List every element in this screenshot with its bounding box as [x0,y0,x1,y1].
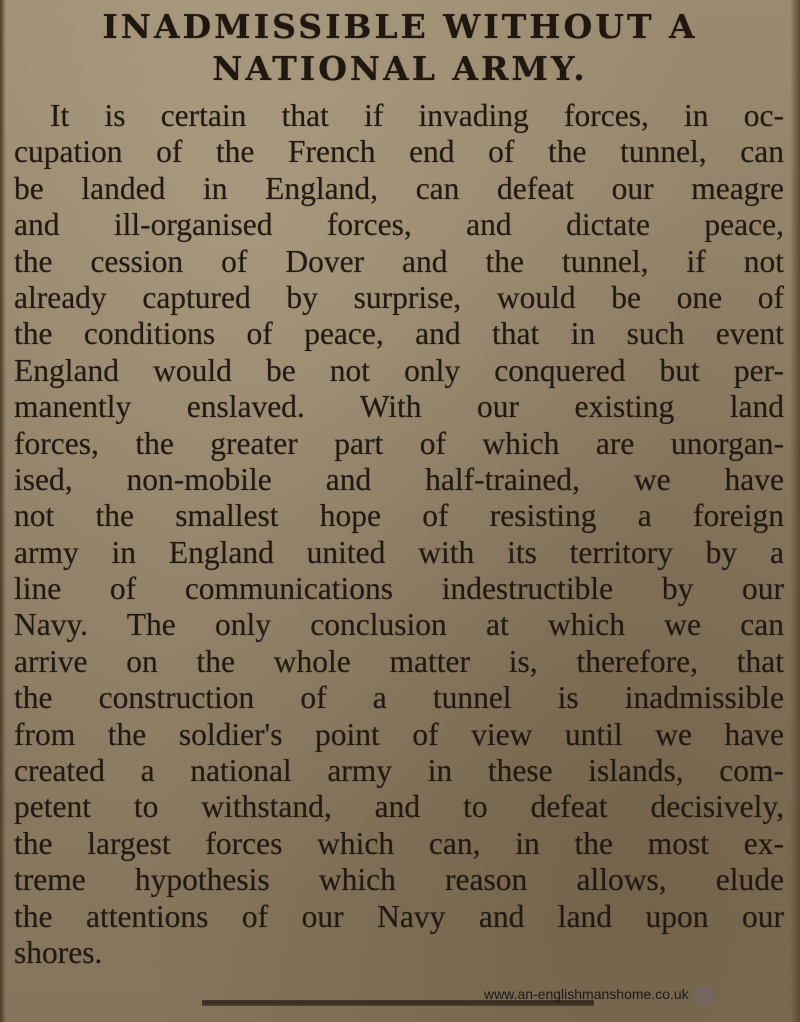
text-line: from the soldier's point of view until we have [14,716,784,752]
right-edge-shadow [790,0,800,1022]
text-line: not the smallest hope of resisting a foreign [14,498,784,534]
text-line: forces, the greater part of which are unorgan- [14,425,784,461]
text-line: manently enslaved. With our existing land [14,389,784,425]
text-line: It is certain that if invading forces, in oc- [50,98,784,133]
text-line: the conditions of peace, and that in such event [14,316,784,352]
text-line: Navy. The only conclusion at which we can [14,607,784,643]
text-line: treme hypothesis which reason allows, elude [14,862,784,898]
text-line: be landed in England, can defeat our meagre [14,170,784,206]
text-line: ised, non-mobile and half-trained, we have [14,461,784,497]
text-line: created a national army in these islands, com- [14,753,784,789]
text-line: army in England united with its territory by a [14,534,784,570]
text-line: the cession of Dover and the tunnel, if not [14,243,784,279]
watermark [484,986,711,1003]
headline-line-1: INADMISSIBLE WITHOUT A [102,7,698,46]
text-line: petent to withstand, and to defeat decisively, [14,789,784,825]
headline-line-2: NATIONAL ARMY. [212,49,588,88]
text-line: arrive on the whole matter is, therefore, that [14,643,784,679]
text-line: already captured by surprise, would be one of [14,279,784,315]
text-line: the construction of a tunnel is inadmissible [14,680,784,716]
text-line: line of communications indestructible by our [14,571,784,607]
article-body [14,98,784,971]
watermark-url: www.an-englishmanshome.co.uk [484,986,689,1002]
copyright-icon: © [695,987,711,1003]
headline [40,6,760,90]
left-edge-shadow [0,0,6,1022]
text-line: the largest forces which can, in the most ex- [14,825,784,861]
text-line: shores. [14,934,103,970]
text-line: England would be not only conquered but per- [14,352,784,388]
text-line: cupation of the French end of the tunnel, can [14,134,784,170]
text-line: and ill-organised forces, and dictate peace, [14,207,784,243]
text-line: the attentions of our Navy and land upon our [14,898,784,934]
